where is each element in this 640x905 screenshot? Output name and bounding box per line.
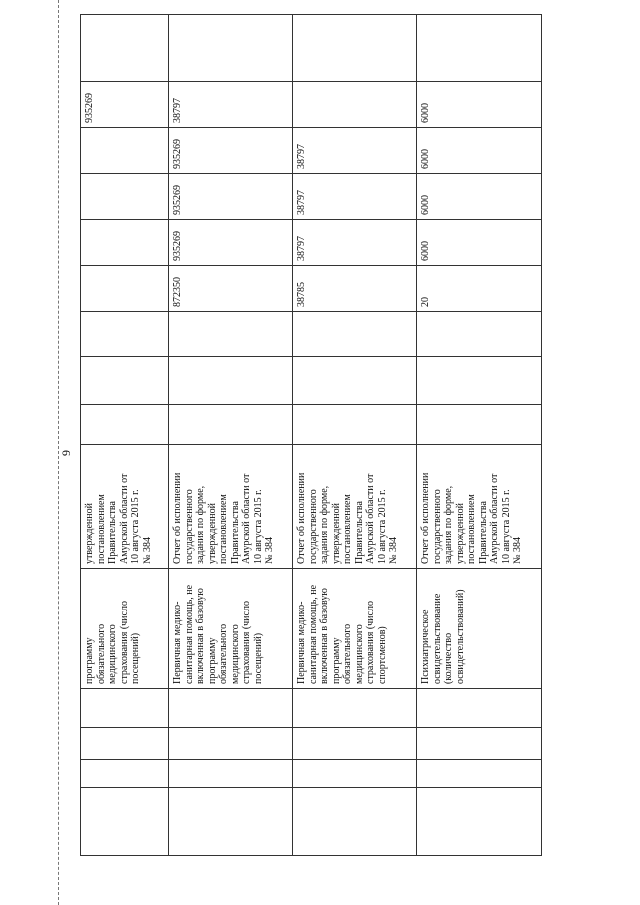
page-number: 9 (59, 450, 73, 456)
blank-cell (293, 728, 417, 760)
source-cell: Отчет об исполнении государственного задания по форме, утвержденной постановлением Правительства Амурской области от 10 августа 2015 г. № 384 (169, 445, 293, 569)
blank-cell (293, 15, 417, 82)
blank-cell (293, 689, 417, 728)
blank-cell (81, 405, 169, 445)
value-cell (81, 174, 169, 220)
value-cell: 6000 (417, 82, 542, 128)
value-cell: 935269 (169, 220, 293, 266)
value-cell: 935269 (169, 128, 293, 174)
blank-cell (293, 357, 417, 405)
blank-cell (169, 728, 293, 760)
blank-cell (417, 788, 542, 856)
value-cell (81, 220, 169, 266)
blank-cell (169, 788, 293, 856)
value-cell: 935269 (81, 82, 169, 128)
blank-cell (417, 689, 542, 728)
table-row (169, 15, 293, 856)
blank-cell (293, 760, 417, 788)
value-cell: 38797 (293, 220, 417, 266)
blank-cell (293, 312, 417, 357)
blank-cell (169, 760, 293, 788)
source-cell: утвержденной постановлением Правительства Амурской области от 10 августа 2015 г. № 384 (81, 445, 169, 569)
blank-cell (169, 405, 293, 445)
blank-cell (417, 405, 542, 445)
table-row (293, 15, 417, 856)
blank-cell (81, 728, 169, 760)
blank-cell (81, 689, 169, 728)
value-cell: 872350 (169, 266, 293, 312)
indicator-cell: Первичная медико- санитарная помощь, не включенная в базовую программу обязательного медицинского страхования (число посещений) (169, 569, 293, 689)
blank-cell (293, 788, 417, 856)
blank-cell (81, 788, 169, 856)
indicator-cell: Психиатрическое освидетельствование (количество освидетельствований) (417, 569, 542, 689)
indicator-cell: Первичная медико- санитарная помощь, не включенная в базовую программу обязательного медицинского страхования (число спортсменов) (293, 569, 417, 689)
value-cell: 38785 (293, 266, 417, 312)
value-cell: 20 (417, 266, 542, 312)
report-table-container (80, 15, 541, 856)
blank-cell (417, 760, 542, 788)
table-row (417, 15, 542, 856)
blank-cell (81, 357, 169, 405)
blank-cell (169, 357, 293, 405)
blank-cell (169, 312, 293, 357)
blank-cell (417, 15, 542, 82)
blank-cell (169, 15, 293, 82)
value-cell (81, 266, 169, 312)
blank-cell (81, 15, 169, 82)
source-cell: Отчет об исполнении государственного задания по форме, утвержденной постановлением Правительства Амурской области от 10 августа 2015 г. № 384 (293, 445, 417, 569)
indicator-cell: программу обязательного медицинского страхования (число посещений) (81, 569, 169, 689)
blank-cell (293, 405, 417, 445)
value-cell: 6000 (417, 128, 542, 174)
value-cell: 6000 (417, 174, 542, 220)
report-table (80, 14, 542, 856)
value-cell: 38797 (293, 174, 417, 220)
blank-cell (169, 689, 293, 728)
value-cell: 38797 (293, 128, 417, 174)
blank-cell (417, 728, 542, 760)
value-cell: 6000 (417, 220, 542, 266)
source-cell: Отчет об исполнении государственного задания по форме, утвержденной постановлением Правительства Амурской области от 10 августа 2015 г. № 384 (417, 445, 542, 569)
value-cell (293, 82, 417, 128)
blank-cell (81, 312, 169, 357)
blank-cell (417, 312, 542, 357)
blank-cell (417, 357, 542, 405)
table-row (81, 15, 169, 856)
value-cell: 38797 (169, 82, 293, 128)
value-cell (81, 128, 169, 174)
value-cell: 935269 (169, 174, 293, 220)
blank-cell (81, 760, 169, 788)
